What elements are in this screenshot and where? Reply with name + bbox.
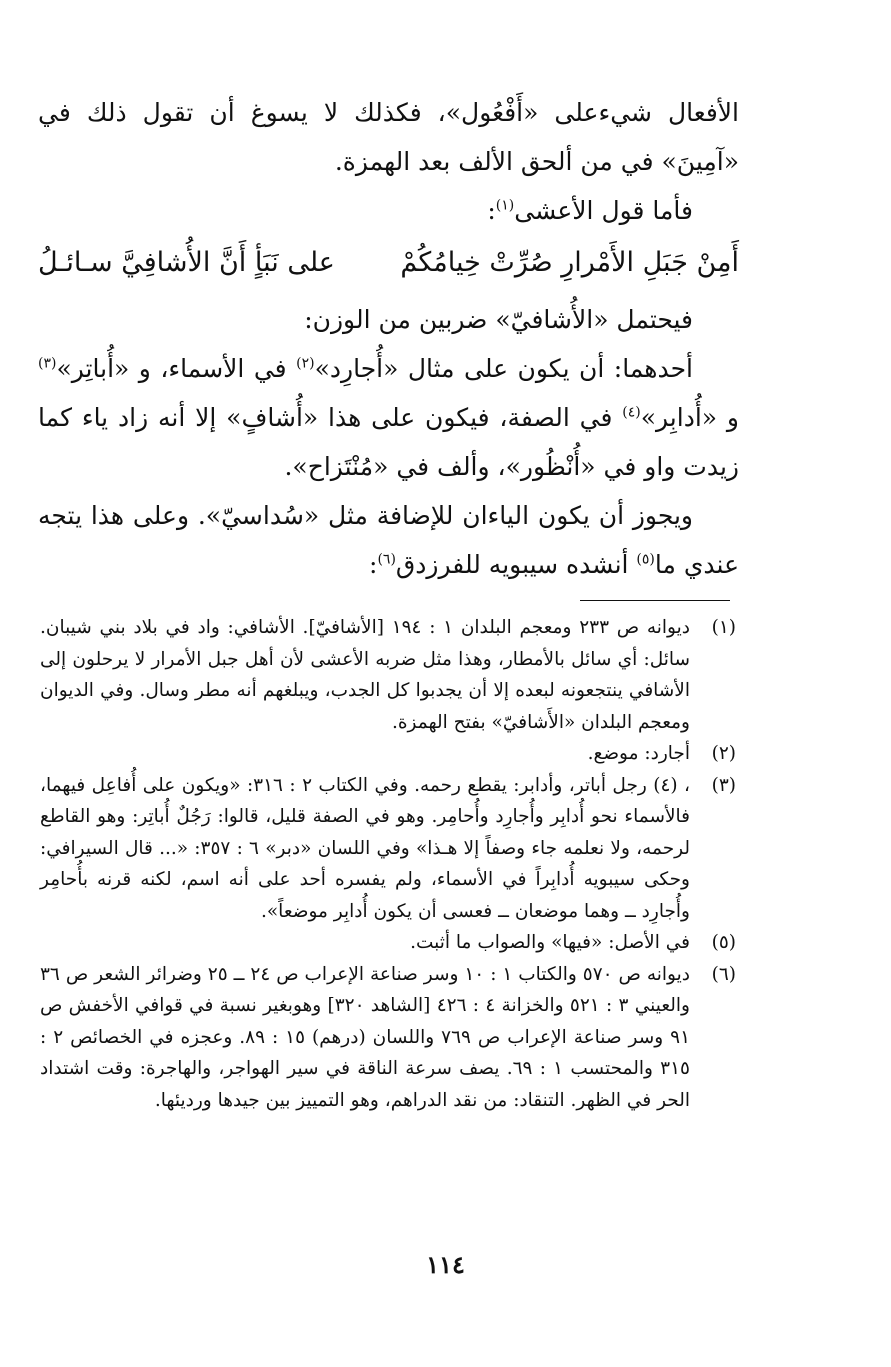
- footnote-number: (٦): [711, 963, 736, 985]
- footnote-ref-3: (٣): [38, 355, 57, 372]
- footnote-text: في الأصل: «فيها» والصواب ما أثبت.: [410, 932, 690, 953]
- footnote-divider: [580, 600, 730, 601]
- footnote-number: (١): [711, 617, 736, 638]
- footnote: [40, 612, 736, 738]
- footnote-number: (٣): [711, 774, 736, 796]
- poem-verse: [38, 237, 739, 289]
- paragraph-2-text: فأما قول الأعشى: [514, 196, 693, 225]
- verse-first-hemistich: أَمِنْ جَبَلِ الأَمْرارِ صُرِّتْ خِيامُكُمْ: [400, 247, 739, 278]
- paragraph-2-colon: :: [487, 196, 496, 225]
- verse-second-hemistich: على نَبَأٍ أَنَّ الأُشافِيَّ سـائـلُ: [38, 247, 335, 278]
- footnote-ref-2: (٢): [296, 355, 315, 372]
- paragraph-1: الأفعال شيءعلى «أَفْعُول»، فكذلك لا يسوغ أن تقول ذلك في «آمِينَ» في من ألحق الألف بعد الهمزة.: [38, 98, 739, 176]
- footnote-text: ديوانه ص ٥٧٠ والكتاب ١ : ١٠ وسر صناعة الإعراب ص ٢٤ ــ ٢٥ وضرائر الشعر ص ٣٦ والعيني ٣ : ٥٢١ والخزانة ٤ : ٤٢٦ [الشاهد ٣٢٠] وهوبغير نسبة في قوافي الأخفش ص ٩١ وسر صناعة الإعراب ص ٧٦٩ واللسان (درهم) ١٥ : ٨٩. وعجزه في الخصائص ٢ : ٣١٥ والمحتسب ١ : ٦٩. يصف سرعة الناقة في سير الهواجر، والهاجرة: وقت اشتداد الحر في الظهر. التنقاد: من نقد الدراهم، وهو التمييز بين جيدها ورديئها.: [40, 963, 691, 1111]
- paragraph-5-part-b: أنشده سيبويه للفرزدق: [395, 550, 637, 579]
- footnote: [40, 738, 736, 770]
- footnote: [40, 927, 736, 959]
- paragraph-4-part-d: في الصفة، فيكون على هذا «أُشافٍ» إلا أنه زاد ياء كما زيدت واو في «أُنْظُور»، وألف في «مُنْتَزاح».: [38, 403, 739, 481]
- footnote-text: أجارد: موضع.: [587, 743, 690, 764]
- footnote-ref-1: (١): [495, 197, 515, 214]
- paragraph-4-part-a: أحدهما: أن يكون على مثال «أُجارِد»: [314, 354, 694, 383]
- paragraph-4-part-c: و «أُدابِر»: [640, 403, 739, 432]
- paragraph-2: [38, 186, 739, 235]
- paragraph-5: [38, 491, 739, 589]
- footnotes: [40, 612, 736, 1116]
- footnote-number: (٥): [711, 932, 736, 953]
- footnote-text: ديوانه ص ٢٣٣ ومعجم البلدان ١ : ١٩٤ [الأشافيّ]. الأشافي: واد في بلاد بني شيبان. سائل: أي سائل بالأمطار، وهذا مثل ضربه الأعشى لأن أهل جبل الأمرار لا يرحلون إلى الأشافي ينتجعونه لبعده إلا أن يجدبوا كل الجدب، ويبلغهم أنه مطر وسال. وفي الديوان ومعجم البلدان «الأَشافيّ» بفتح الهمزة.: [40, 617, 690, 733]
- paragraph-4-part-b: في الأسماء، و «أُباتِر»: [56, 354, 297, 383]
- footnote: [40, 770, 736, 928]
- footnote-text: ، (٤) رجل أباتر، وأدابر: يقطع رحمه. وفي الكتاب ٢ : ٣١٦: «ويكون على أُفاعِل فيهما، فالأسماء نحو أُدابِر وأُجارِد وأُحامِر. وهو في الصفة قليل، قالوا: رَجُلٌ أُباتِر: وهو القاطع لرحمه، ولا نعلمه جاء وصفاً إلا هـذا» وفي اللسان «دبر» ٦ : ٣٥٧: «... قال السيرافي: وحكى سيبويه أُدابِراً في الأسماء، ولم يفسره أحد على أنه اسم، لكنه قرنه بأُحامِر وأُجارِد ــ وهما موضعان ــ فعسى أن يكون أُدابِر موضعاً».: [40, 774, 690, 922]
- main-text: [38, 88, 739, 589]
- footnote-ref-6: (٦): [377, 551, 396, 568]
- footnote-ref-5: (٥): [636, 551, 655, 568]
- paragraph-5-colon: :: [369, 550, 378, 579]
- paragraph-4: [38, 344, 739, 491]
- page-number: ١١٤: [426, 1250, 465, 1279]
- paragraph-3: فيحتمل «الأُشافيّ» ضربين من الوزن:: [304, 305, 693, 334]
- footnote-number: (٢): [711, 743, 736, 764]
- footnote: [40, 959, 736, 1117]
- paragraph-5-part-a: ويجوز أن يكون الياءان للإضافة مثل «سُداسيّ». وعلى هذا يتجه عندي ما: [38, 501, 739, 579]
- footnote-ref-4: (٤): [622, 404, 641, 421]
